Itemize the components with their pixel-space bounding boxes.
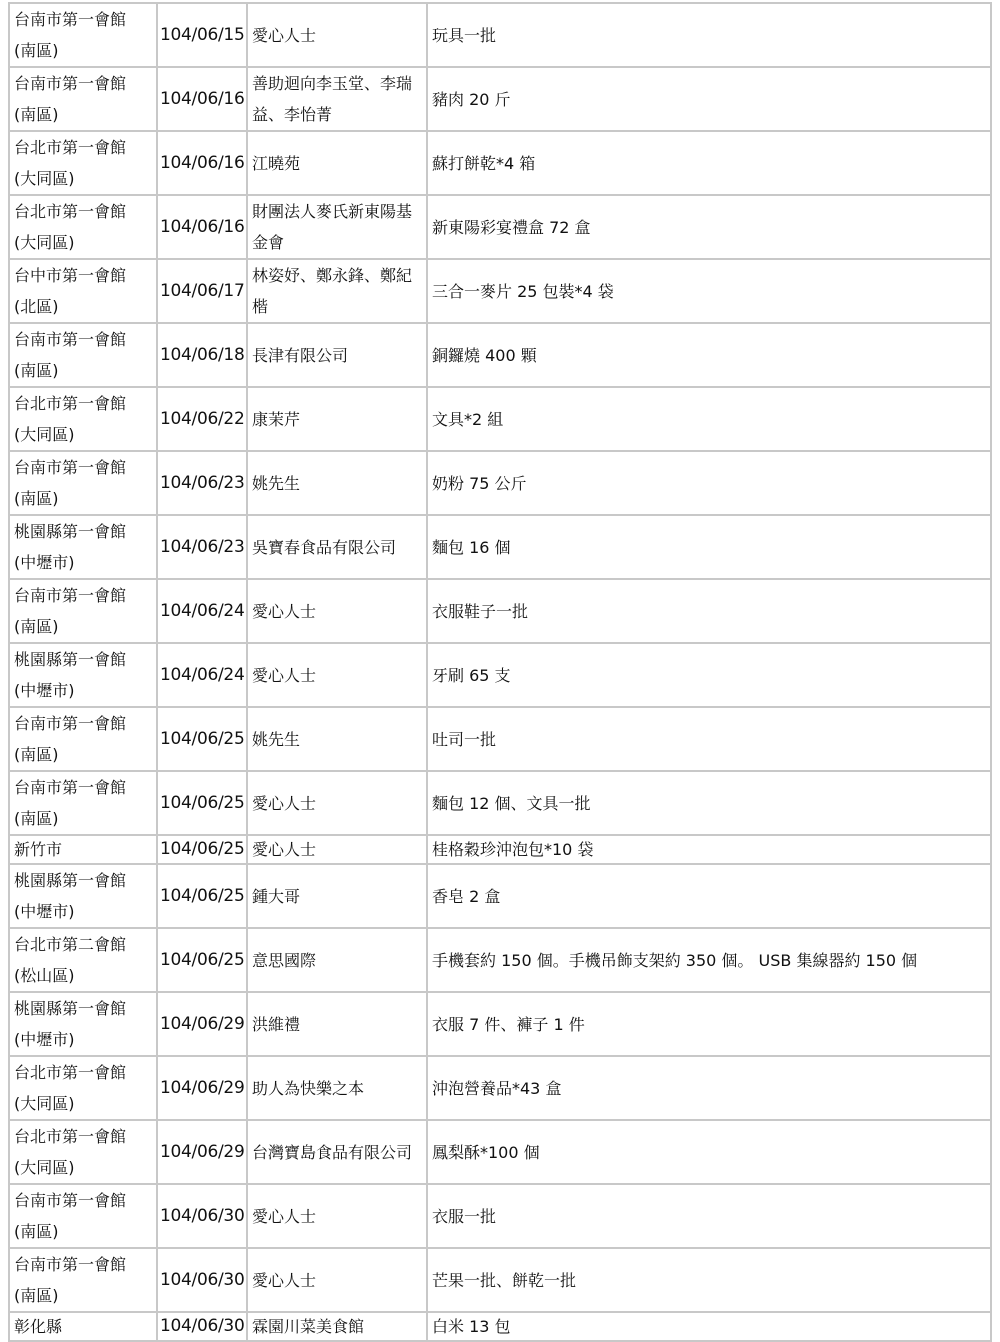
venue-cell bbox=[9, 643, 157, 707]
table-row bbox=[9, 259, 991, 323]
date-cell: 104/06/30 bbox=[157, 1312, 247, 1341]
table-row bbox=[9, 771, 991, 835]
donor-name-line: 楷 bbox=[252, 297, 269, 316]
date-cell: 104/06/30 bbox=[157, 1248, 247, 1312]
venue-name: 台北市第一會館 bbox=[14, 138, 127, 157]
donor-cell bbox=[247, 1248, 427, 1312]
donor-name-line: 洪維禮 bbox=[252, 1014, 301, 1034]
venue-cell bbox=[9, 1184, 157, 1248]
donated-item-cell: 衣服鞋子一批 bbox=[427, 579, 991, 643]
date-cell: 104/06/29 bbox=[157, 992, 247, 1056]
date-cell: 104/06/23 bbox=[157, 515, 247, 579]
table-row bbox=[9, 992, 991, 1056]
donation-table bbox=[8, 2, 992, 1342]
donated-item-cell: 奶粉 75 公斤 bbox=[427, 451, 991, 515]
table-row bbox=[9, 3, 991, 67]
venue-district: (南區) bbox=[14, 1286, 59, 1305]
donor-name-line: 善助迴向李玉堂、李瑞 bbox=[252, 74, 413, 93]
venue-district: (南區) bbox=[14, 617, 59, 636]
date-cell: 104/06/16 bbox=[157, 195, 247, 259]
donor-name-line: 金會 bbox=[252, 233, 285, 252]
venue-district: (中壢市) bbox=[14, 681, 75, 700]
date-cell: 104/06/16 bbox=[157, 67, 247, 131]
donated-item-cell: 玩具一批 bbox=[427, 3, 991, 67]
venue-district: (松山區) bbox=[14, 966, 75, 985]
venue-cell bbox=[9, 451, 157, 515]
donor-cell bbox=[247, 259, 427, 323]
donor-cell bbox=[247, 1312, 427, 1341]
venue-district: (南區) bbox=[14, 1222, 59, 1241]
date-cell: 104/06/25 bbox=[157, 835, 247, 864]
donated-item-cell: 豬肉 20 斤 bbox=[427, 67, 991, 131]
donor-name-line: 益、李怡菁 bbox=[252, 105, 333, 124]
date-cell: 104/06/25 bbox=[157, 707, 247, 771]
donor-name-line: 江曉苑 bbox=[252, 153, 301, 173]
donated-item-cell: 衣服 7 件、褲子 1 件 bbox=[427, 992, 991, 1056]
donor-name-line: 愛心人士 bbox=[252, 665, 317, 685]
venue-cell bbox=[9, 864, 157, 928]
donor-cell bbox=[247, 1056, 427, 1120]
venue-name: 台南市第一會館 bbox=[14, 10, 127, 29]
donated-item-cell: 三合一麥片 25 包裝*4 袋 bbox=[427, 259, 991, 323]
date-cell: 104/06/17 bbox=[157, 259, 247, 323]
table-row bbox=[9, 643, 991, 707]
donated-item-cell: 新東陽彩宴禮盒 72 盒 bbox=[427, 195, 991, 259]
table-row bbox=[9, 131, 991, 195]
venue-name: 台南市第一會館 bbox=[14, 714, 127, 733]
venue-district: (南區) bbox=[14, 809, 59, 828]
venue-cell bbox=[9, 928, 157, 992]
donated-item-cell: 衣服一批 bbox=[427, 1184, 991, 1248]
donor-name-line: 林姿妤、鄭永鋒、鄭紀 bbox=[252, 266, 413, 285]
table-row bbox=[9, 1248, 991, 1312]
donor-cell bbox=[247, 67, 427, 131]
donated-item-cell: 芒果一批、餅乾一批 bbox=[427, 1248, 991, 1312]
table-row bbox=[9, 515, 991, 579]
date-cell: 104/06/29 bbox=[157, 1056, 247, 1120]
donor-name-line: 姚先生 bbox=[252, 473, 301, 493]
table-row bbox=[9, 451, 991, 515]
venue-district: (南區) bbox=[14, 745, 59, 764]
donated-item-cell: 手機套約 150 個。手機吊飾支架約 350 個。 USB 集線器約 150 個 bbox=[427, 928, 991, 992]
donor-cell bbox=[247, 387, 427, 451]
venue-name: 台北市第二會館 bbox=[14, 935, 127, 954]
donated-item-cell: 鳳梨酥*100 個 bbox=[427, 1120, 991, 1184]
date-cell: 104/06/15 bbox=[157, 3, 247, 67]
venue-district: (南區) bbox=[14, 41, 59, 60]
venue-name: 彰化縣 bbox=[14, 1317, 63, 1336]
donor-cell bbox=[247, 992, 427, 1056]
venue-cell bbox=[9, 323, 157, 387]
donated-item-cell: 麵包 16 個 bbox=[427, 515, 991, 579]
venue-name: 桃園縣第一會館 bbox=[14, 871, 127, 890]
venue-district: (大同區) bbox=[14, 233, 75, 252]
date-cell: 104/06/25 bbox=[157, 928, 247, 992]
venue-name: 台南市第一會館 bbox=[14, 778, 127, 797]
donor-name-line: 吳寶春食品有限公司 bbox=[252, 537, 397, 557]
donor-name-line: 鍾大哥 bbox=[252, 886, 301, 906]
date-cell: 104/06/25 bbox=[157, 771, 247, 835]
venue-name: 台南市第一會館 bbox=[14, 330, 127, 349]
venue-district: (大同區) bbox=[14, 1094, 75, 1113]
table-row bbox=[9, 1120, 991, 1184]
donor-cell bbox=[247, 864, 427, 928]
venue-name: 台南市第一會館 bbox=[14, 74, 127, 93]
venue-district: (南區) bbox=[14, 489, 59, 508]
venue-name: 台北市第一會館 bbox=[14, 394, 127, 413]
date-cell: 104/06/25 bbox=[157, 864, 247, 928]
table-row bbox=[9, 323, 991, 387]
table-row bbox=[9, 67, 991, 131]
donated-item-cell: 銅鑼燒 400 顆 bbox=[427, 323, 991, 387]
donor-name-line: 愛心人士 bbox=[252, 840, 317, 859]
date-cell: 104/06/24 bbox=[157, 643, 247, 707]
donor-name-line: 愛心人士 bbox=[252, 25, 317, 45]
donor-cell bbox=[247, 451, 427, 515]
venue-name: 台中市第一會館 bbox=[14, 266, 127, 285]
venue-district: (南區) bbox=[14, 105, 59, 124]
donor-name-line: 長津有限公司 bbox=[252, 345, 349, 365]
date-cell: 104/06/30 bbox=[157, 1184, 247, 1248]
donor-name-line: 愛心人士 bbox=[252, 793, 317, 813]
venue-cell bbox=[9, 992, 157, 1056]
donated-item-cell: 牙刷 65 支 bbox=[427, 643, 991, 707]
venue-name: 台南市第一會館 bbox=[14, 1191, 127, 1210]
donor-cell bbox=[247, 3, 427, 67]
date-cell: 104/06/23 bbox=[157, 451, 247, 515]
table-row bbox=[9, 1056, 991, 1120]
donated-item-cell: 文具*2 組 bbox=[427, 387, 991, 451]
donor-cell bbox=[247, 323, 427, 387]
venue-name: 桃園縣第一會館 bbox=[14, 522, 127, 541]
table-row bbox=[9, 928, 991, 992]
donation-table-container bbox=[8, 2, 990, 1342]
donated-item-cell: 桂格穀珍沖泡包*10 袋 bbox=[427, 835, 991, 864]
venue-district: (北區) bbox=[14, 297, 59, 316]
donated-item-cell: 麵包 12 個、文具一批 bbox=[427, 771, 991, 835]
donor-cell bbox=[247, 928, 427, 992]
donor-name-line: 霖園川菜美食館 bbox=[252, 1317, 365, 1336]
donor-name-line: 意思國際 bbox=[252, 950, 317, 970]
donated-item-cell: 白米 13 包 bbox=[427, 1312, 991, 1341]
venue-name: 台北市第一會館 bbox=[14, 1063, 127, 1082]
donor-name-line: 財團法人麥氏新東陽基 bbox=[252, 202, 413, 221]
donor-name-line: 愛心人士 bbox=[252, 601, 317, 621]
venue-name: 桃園縣第一會館 bbox=[14, 650, 127, 669]
donor-cell bbox=[247, 771, 427, 835]
venue-cell bbox=[9, 707, 157, 771]
donated-item-cell: 吐司一批 bbox=[427, 707, 991, 771]
donation-table-body bbox=[9, 3, 991, 1341]
venue-name: 台北市第一會館 bbox=[14, 1127, 127, 1146]
donor-name-line: 康茉芹 bbox=[252, 409, 301, 429]
date-cell: 104/06/24 bbox=[157, 579, 247, 643]
venue-name: 台南市第一會館 bbox=[14, 458, 127, 477]
donor-name-line: 姚先生 bbox=[252, 729, 301, 749]
venue-cell bbox=[9, 131, 157, 195]
table-row bbox=[9, 864, 991, 928]
venue-name: 桃園縣第一會館 bbox=[14, 999, 127, 1018]
venue-cell bbox=[9, 515, 157, 579]
donor-cell bbox=[247, 1184, 427, 1248]
donated-item-cell: 香皂 2 盒 bbox=[427, 864, 991, 928]
date-cell: 104/06/16 bbox=[157, 131, 247, 195]
venue-cell bbox=[9, 1312, 157, 1341]
venue-cell bbox=[9, 1120, 157, 1184]
donor-cell bbox=[247, 579, 427, 643]
donated-item-cell: 沖泡營養品*43 盒 bbox=[427, 1056, 991, 1120]
venue-district: (大同區) bbox=[14, 425, 75, 444]
table-row bbox=[9, 707, 991, 771]
donor-cell bbox=[247, 707, 427, 771]
venue-cell bbox=[9, 195, 157, 259]
venue-cell bbox=[9, 579, 157, 643]
donor-cell bbox=[247, 195, 427, 259]
venue-district: (中壢市) bbox=[14, 1030, 75, 1049]
table-row bbox=[9, 1312, 991, 1341]
donor-cell bbox=[247, 131, 427, 195]
venue-district: (大同區) bbox=[14, 169, 75, 188]
table-row bbox=[9, 1184, 991, 1248]
venue-cell bbox=[9, 771, 157, 835]
donor-name-line: 助人為快樂之本 bbox=[252, 1078, 365, 1098]
donor-name-line: 愛心人士 bbox=[252, 1206, 317, 1226]
venue-cell bbox=[9, 1056, 157, 1120]
table-row bbox=[9, 195, 991, 259]
venue-district: (南區) bbox=[14, 361, 59, 380]
table-row bbox=[9, 835, 991, 864]
venue-name: 台北市第一會館 bbox=[14, 202, 127, 221]
date-cell: 104/06/29 bbox=[157, 1120, 247, 1184]
date-cell: 104/06/18 bbox=[157, 323, 247, 387]
date-cell: 104/06/22 bbox=[157, 387, 247, 451]
venue-district: (中壢市) bbox=[14, 902, 75, 921]
venue-cell bbox=[9, 259, 157, 323]
venue-cell bbox=[9, 1248, 157, 1312]
donor-cell bbox=[247, 643, 427, 707]
donor-name-line: 愛心人士 bbox=[252, 1270, 317, 1290]
donor-name-line: 台灣寶島食品有限公司 bbox=[252, 1142, 413, 1162]
venue-cell bbox=[9, 3, 157, 67]
venue-district: (大同區) bbox=[14, 1158, 75, 1177]
donor-cell bbox=[247, 1120, 427, 1184]
donor-cell bbox=[247, 515, 427, 579]
donated-item-cell: 蘇打餅乾*4 箱 bbox=[427, 131, 991, 195]
venue-name: 台南市第一會館 bbox=[14, 586, 127, 605]
table-row bbox=[9, 387, 991, 451]
venue-cell bbox=[9, 387, 157, 451]
venue-district: (中壢市) bbox=[14, 553, 75, 572]
donor-cell bbox=[247, 835, 427, 864]
venue-name: 台南市第一會館 bbox=[14, 1255, 127, 1274]
venue-name: 新竹市 bbox=[14, 840, 63, 859]
venue-cell bbox=[9, 835, 157, 864]
table-row bbox=[9, 579, 991, 643]
venue-cell bbox=[9, 67, 157, 131]
